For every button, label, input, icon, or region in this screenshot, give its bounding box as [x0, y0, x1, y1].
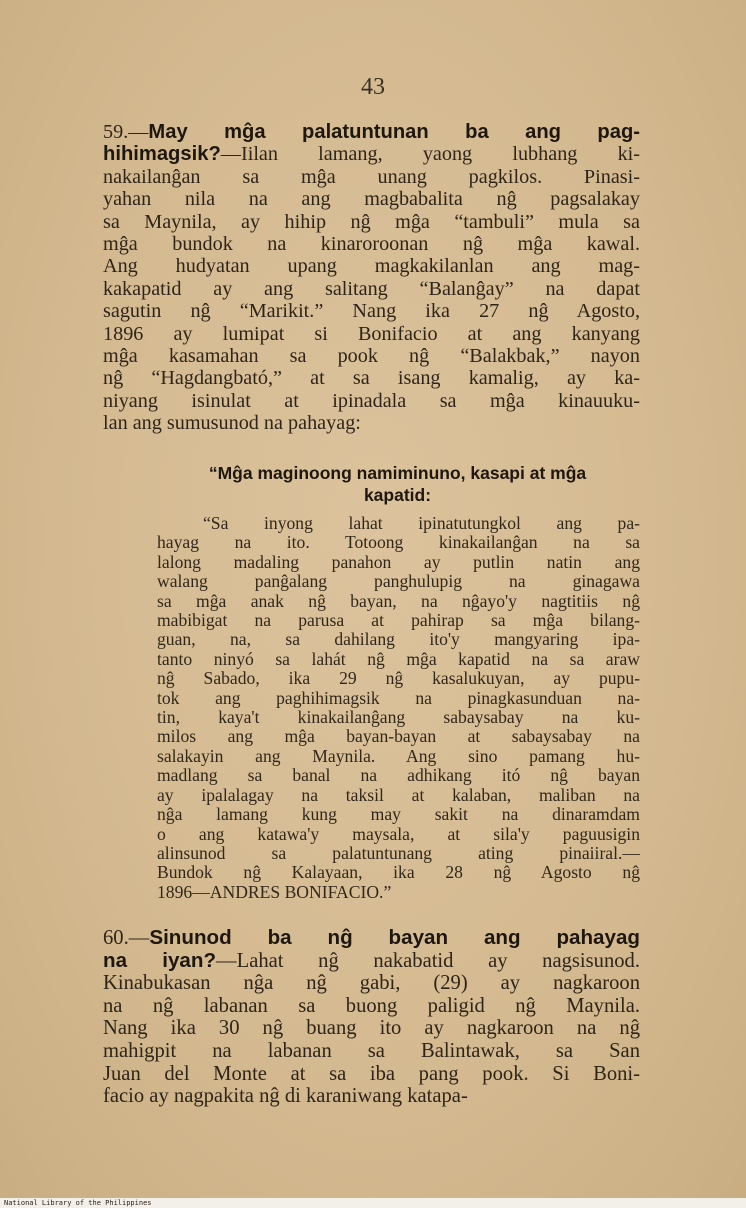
- text-line: [103, 412, 640, 434]
- body-text: Ang hudyatan upang magkakilanlan ang mag-: [103, 255, 640, 278]
- proclamation-quote: [157, 514, 640, 902]
- quote-heading-line: “Mĝa maginoong namiminuno, kasapi at mĝa: [208, 463, 587, 483]
- quote-line: walang panĝalang panghulupig na ginagawa: [157, 571, 640, 592]
- body-text: sa Maynila, ay hihip nĝ mĝa “tambuli” mula sa: [103, 210, 640, 233]
- text-line: [103, 1063, 640, 1086]
- body-text: mĝa kasamahan sa pook nĝ “Balakbak,” nayon: [103, 345, 640, 368]
- quote-line: sa mĝa anak nĝ bayan, na nĝayo'y nagtitiis nĝ: [157, 590, 640, 611]
- text-line: [103, 995, 640, 1018]
- text-line: [103, 972, 640, 995]
- question-text: na iyan?: [103, 948, 217, 972]
- quote-line: 1896—ANDRES BONIFACIO.”: [157, 881, 392, 902]
- body-text: Kinabukasan nĝa nĝ gabi, (29) ay nagkaroon: [103, 972, 640, 995]
- body-text: niyang isinulat at ipinadala sa mĝa kinauuku-: [103, 389, 640, 412]
- quote-line: salakayin ang Maynila. Ang sino pamang hu-: [157, 745, 640, 766]
- body-text: Nang ika 30 nĝ buang ito ay nagkaroon na nĝ: [103, 1017, 640, 1040]
- text-line: [103, 143, 640, 165]
- question-59-paragraph: [103, 121, 640, 435]
- body-text: —Iilan lamang, yaong lubhang ki-: [220, 143, 640, 166]
- body-text: —Lahat nĝ nakabatid ay nagsisunod.: [216, 949, 640, 972]
- quote-line: madlang sa banal na adhikang itó nĝ bayan: [157, 765, 640, 786]
- body-text: sagutin nĝ “Marikit.” Nang ika 27 nĝ Agosto,: [103, 300, 640, 323]
- body-text: mahigpit na labanan sa Balintawak, sa San: [103, 1039, 640, 1062]
- quote-heading: [155, 462, 640, 506]
- quote-line: tanto ninyó sa lahát nĝ mĝa kapatid na sa araw: [157, 648, 640, 669]
- text-line: [103, 211, 640, 233]
- quote-line: nĝa lamang kung may sakit na dinaramdam: [157, 804, 640, 825]
- page-number: 43: [361, 74, 385, 100]
- text-line: [103, 300, 640, 322]
- body-text: na nĝ labanan sa buong paligid nĝ Maynila.: [103, 994, 640, 1017]
- question-number: 60.—: [103, 927, 150, 949]
- text-line: [103, 367, 640, 389]
- body-text: nakailanĝan sa mĝa unang pagkilos. Pinasi-: [103, 165, 640, 188]
- text-line: [103, 345, 640, 367]
- text-line: [103, 278, 640, 300]
- body-text: 1896 ay lumipat si Bonifacio at ang kanyang: [103, 322, 640, 345]
- body-text: mĝa bundok na kinaroroonan nĝ mĝa kawal.: [103, 233, 640, 256]
- quote-line: lalong madaling panahon ay putlin natin ang: [157, 551, 640, 572]
- body-text: kakapatid ay ang salitang “Balanĝay” na dapat: [103, 277, 640, 300]
- text-line: [103, 950, 640, 973]
- text-line: [103, 390, 640, 412]
- body-text: yahan nila na ang magbabalita nĝ pagsalakay: [103, 188, 640, 211]
- question-text: May mĝa palatuntunan ba ang pag-: [148, 121, 640, 143]
- text-line: [103, 255, 640, 277]
- quote-line: tin, kaya't kinakailanĝang sabaysabay na ku-: [157, 707, 640, 728]
- quote-line: hayag na ito. Totoong kinakailanĝan na sa: [157, 532, 640, 553]
- question-text: hihimagsik?: [103, 143, 221, 166]
- quote-line: guan, na, sa dahilang ito'y mangyaring ipa-: [157, 629, 640, 650]
- quote-line: mabibigat na parusa at pahirap sa mĝa bilang-: [157, 610, 640, 631]
- text-line: [103, 188, 640, 210]
- quote-line: alinsunod sa palatuntunang ating pinaiiral.—: [157, 842, 640, 863]
- question-text: Sinunod ba nĝ bayan ang pahayag: [149, 926, 640, 949]
- body-text: facio ay nagpakita nĝ di karaniwang katapa-: [103, 1085, 468, 1108]
- body-text: lan ang sumusunod na pahayag:: [103, 412, 361, 435]
- text-line: [103, 121, 640, 143]
- quote-line: Bundok nĝ Kalayaan, ika 28 nĝ Agosto nĝ: [157, 862, 640, 883]
- quote-heading-line: kapatid:: [363, 485, 432, 505]
- question-60-paragraph: [103, 927, 640, 1108]
- text-line: [103, 927, 640, 950]
- quote-line: milos ang mĝa bayan-bayan at sabaysabay na: [157, 726, 640, 747]
- quote-line: nĝ Sabado, ika 29 nĝ kasalukuyan, ay pupu-: [157, 668, 640, 689]
- quote-line: ay ipalalagay na taksil at kalaban, maliban na: [157, 784, 640, 805]
- body-text: nĝ “Hagdangbató,” at sa isang kamalig, ay ka-: [103, 367, 640, 390]
- text-line: [103, 166, 640, 188]
- text-line: [103, 1017, 640, 1040]
- quote-line: o ang katawa'y maysala, at sila'y paguusigin: [157, 823, 640, 844]
- library-credit: National Library of the Philippines: [4, 1199, 152, 1207]
- text-line: [103, 1040, 640, 1063]
- text-line: [103, 323, 640, 345]
- quote-line: tok ang paghihimagsik na pinagkasunduan na-: [157, 687, 640, 708]
- text-line: [103, 233, 640, 255]
- body-text: Juan del Monte at sa iba pang pook. Si Boni-: [103, 1062, 640, 1085]
- question-number: 59.—: [103, 121, 149, 143]
- text-line: [103, 1085, 640, 1108]
- quote-line: “Sa inyong lahat ipinatutungkol ang pa-: [203, 513, 640, 533]
